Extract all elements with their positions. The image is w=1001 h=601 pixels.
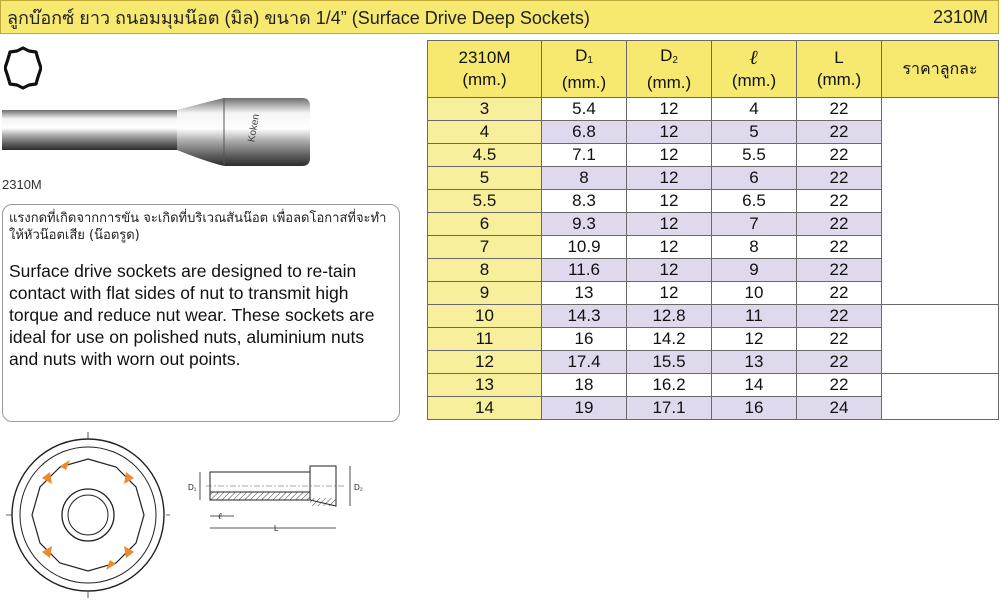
cell-L: 22 <box>797 328 882 351</box>
socket-size-table <box>427 40 999 420</box>
cell-ell: 8 <box>712 236 797 259</box>
cell-d2: 12 <box>627 282 712 305</box>
d1-dimension-label: D₁ <box>188 483 197 492</box>
cell-size: 11 <box>428 328 542 351</box>
cell-d1: 10.9 <box>542 236 627 259</box>
cell-L: 22 <box>797 190 882 213</box>
cell-ell: 13 <box>712 351 797 374</box>
cell-d1: 16 <box>542 328 627 351</box>
cell-L: 22 <box>797 351 882 374</box>
cell-d2: 12 <box>627 98 712 121</box>
socket-photo <box>2 96 312 168</box>
cell-L: 22 <box>797 259 882 282</box>
cell-ell: 16 <box>712 397 797 420</box>
cell-d2: 12 <box>627 213 712 236</box>
header-price: ราคาลูกละ <box>882 41 999 98</box>
page-title: ลูกบ๊อกซ์ ยาว ถนอมมุมน๊อต (มิล) ขนาด 1/4” (Surface Drive Deep Sockets) <box>7 7 590 28</box>
cell-d2: 12 <box>627 259 712 282</box>
cell-d2: 12 <box>627 121 712 144</box>
cell-L: 22 <box>797 121 882 144</box>
cell-d1: 8.3 <box>542 190 627 213</box>
ell-dimension-label: ℓ <box>218 511 222 521</box>
cell-d2: 12 <box>627 236 712 259</box>
cell-size: 3 <box>428 98 542 121</box>
cell-size: 5 <box>428 167 542 190</box>
cell-size: 4.5 <box>428 144 542 167</box>
cell-d1: 14.3 <box>542 305 627 328</box>
cell-size: 8 <box>428 259 542 282</box>
table-header-row <box>428 41 999 98</box>
cell-size: 7 <box>428 236 542 259</box>
cell-size: 4 <box>428 121 542 144</box>
header-ell: ℓ (mm.) <box>712 41 797 98</box>
svg-text:Koken: Koken <box>246 113 263 144</box>
length-dimension-label: L <box>274 524 279 533</box>
cell-d1: 5.4 <box>542 98 627 121</box>
description-thai: แรงกดที่เกิดจากการขัน จะเกิดที่บริเวณสันน๊อต เพื่อลดโอกาสที่จะทำให้หัวน๊อตเสีย (น๊อตรูด) <box>9 211 387 243</box>
header-d2: $D_2$ (mm.) <box>627 41 712 98</box>
cell-d1: 13 <box>542 282 627 305</box>
title-bar <box>0 0 999 34</box>
cell-ell: 7 <box>712 213 797 236</box>
cell-size: 10 <box>428 305 542 328</box>
header-length: L (mm.) <box>797 41 882 98</box>
cell-d2: 12 <box>627 190 712 213</box>
cell-L: 22 <box>797 282 882 305</box>
cell-L: 22 <box>797 98 882 121</box>
socket-side-view-drawing <box>186 462 376 542</box>
header-model: 2310M (mm.) <box>428 41 542 98</box>
cell-d2: 12 <box>627 144 712 167</box>
cell-size: 14 <box>428 397 542 420</box>
cell-price <box>882 374 999 420</box>
socket-front-view-drawing <box>6 432 170 598</box>
cell-ell: 14 <box>712 374 797 397</box>
model-caption: 2310M <box>2 177 42 192</box>
cell-d2: 12.8 <box>627 305 712 328</box>
cell-size: 5.5 <box>428 190 542 213</box>
cell-d1: 8 <box>542 167 627 190</box>
cell-L: 22 <box>797 213 882 236</box>
product-code: 2310M <box>932 6 988 27</box>
table-row <box>428 98 999 121</box>
cell-d2: 16.2 <box>627 374 712 397</box>
cell-price <box>882 305 999 374</box>
description-box <box>2 204 400 422</box>
table-row <box>428 305 999 328</box>
cell-d1: 17.4 <box>542 351 627 374</box>
cell-L: 22 <box>797 374 882 397</box>
cell-L: 22 <box>797 305 882 328</box>
cell-ell: 9 <box>712 259 797 282</box>
cell-ell: 4 <box>712 98 797 121</box>
cell-L: 22 <box>797 167 882 190</box>
cell-ell: 11 <box>712 305 797 328</box>
cell-d2: 12 <box>627 167 712 190</box>
cell-ell: 5 <box>712 121 797 144</box>
cell-d1: 19 <box>542 397 627 420</box>
cell-size: 6 <box>428 213 542 236</box>
cell-ell: 10 <box>712 282 797 305</box>
cell-ell: 6 <box>712 167 797 190</box>
header-d1: $D_1$ (mm.) <box>542 41 627 98</box>
cell-L: 22 <box>797 144 882 167</box>
cell-size: 13 <box>428 374 542 397</box>
cell-d2: 15.5 <box>627 351 712 374</box>
cell-ell: 5.5 <box>712 144 797 167</box>
cell-d2: 17.1 <box>627 397 712 420</box>
cell-d1: 9.3 <box>542 213 627 236</box>
description-english: Surface drive sockets are designed to re-tain contact with flat sides of nut to transmit high torque and reduce nut wear. These sockets are ideal for use on polished nuts, aluminium nuts and nuts with worn out points. <box>9 261 375 369</box>
cell-ell: 6.5 <box>712 190 797 213</box>
cell-L: 24 <box>797 397 882 420</box>
twelve-point-socket-icon <box>4 46 42 90</box>
cell-size: 9 <box>428 282 542 305</box>
cell-L: 22 <box>797 236 882 259</box>
cell-d1: 7.1 <box>542 144 627 167</box>
cell-ell: 12 <box>712 328 797 351</box>
cell-price <box>882 98 999 305</box>
table-row <box>428 374 999 397</box>
cell-d1: 18 <box>542 374 627 397</box>
cell-d1: 11.6 <box>542 259 627 282</box>
cell-d1: 6.8 <box>542 121 627 144</box>
cell-d2: 14.2 <box>627 328 712 351</box>
cell-size: 12 <box>428 351 542 374</box>
d2-dimension-label: D₂ <box>354 483 363 492</box>
